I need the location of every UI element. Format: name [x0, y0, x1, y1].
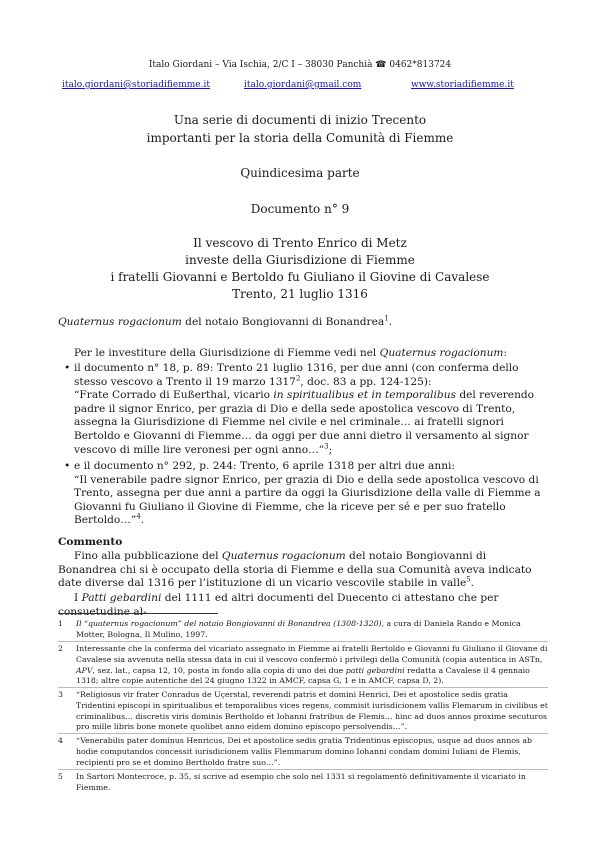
document-number: Documento n° 9 — [250, 202, 350, 216]
footnote-ref-3[interactable]: 3 — [324, 442, 329, 451]
footnote-separator — [58, 641, 548, 642]
website-link[interactable]: www.storiadifiemme.it — [411, 80, 514, 90]
footnote-ref-2[interactable]: 2 — [295, 374, 301, 383]
intro-paragraph: Per le investiture della Giurisdizione di Fiemme vedi nel Quaternus rogacionum: — [74, 347, 508, 359]
footnote-separator — [58, 769, 548, 770]
source-line: Quaternus rogacionum del notaio Bongiovanni di Bonandrea$^1$. — [58, 314, 393, 328]
subtitle-line-1: Il vescovo di Trento Enrico di Metz — [193, 236, 407, 250]
commento-paragraph-2: I Patti gebardini del 1111 ed altri documenti del Duecento ci attestano che per consuetudine al- — [58, 592, 499, 618]
title-line-1: Una serie di documenti di inizio Trecento — [173, 113, 427, 127]
footnote-1: 1 Il “quaternus rogacionum” del notaio Bongiovanni di Bonandrea (1308-1320), a cura di Daniela Rando e Monica Motter, Bologna, Il Mulino, 1997. — [58, 619, 521, 639]
commento-paragraph-1: Fino alla pubblicazione del Quaternus rogacionum del notaio Bongiovanni di Bonandrea chi si è occupato della storia di Fiemme e della sua Comunità aveva indicato date diverse dal 1316 per l’istituzione di un vicario vescovile stabile in valle$^5$. — [58, 550, 532, 590]
footnote-ref-1[interactable]: 1 — [384, 314, 389, 323]
quote-document-18: “Frate Corrado di Eußerthal, vicario in spiritualibus et in temporalibus del reverendo padre il signor Enrico, per grazia di Dio e della sede apostolica vescovo di Trento, assegna la Giurisdizione di Fiemme nel civile e nel criminale… ai fratelli signori Bertoldo e Giovanni di Fiemme… da oggi per due anni dietro il versamento al signor vescovo di mille lire veronesi per ogni anno…”$^3$; — [74, 389, 535, 456]
email-link-2[interactable]: italo.giordani@gmail.com — [244, 80, 362, 90]
footnote-2: 2 Interessante che la conferma del vicariato assegnato in Fiemme ai fratelli Bertoldo e Giovanni fu Giuliano il Giovane di Cavalese sia avvenuta nella stessa data in cui il vescovo confermò i privilegi della Comunità (copia autentica in ASTn, APV, sez. lat., capsa 12, 10, posta in fondo alla copia di uno dei due patti gebardini redatta a Cavalese il 4 gennaio 1318; altre copie autentiche del 24 giugno 1322 in AMCF, capsa G, 1 e in AMCF, capsa D, 2). — [58, 644, 548, 686]
list-item-document-18: • il documento n° 18, p. 89: Trento 21 luglio 1316, per due anni (con conferma dello stesso vescovo a Trento il 19 marzo 1317$^2$, doc. 83 a pp. 124-125): “Frate Corrado di Eußerthal, vicario in spiritualibus et in temporalibus del reverendo padre il signor Enrico, per grazia di Dio e della sede apostolica vescovo di Trento, assegna la Giurisdizione di Fiemme nel civile e nel criminale… ai fratelli signori Bertoldo e Giovanni di Fiemme… da oggi per due anni dietro il versamento al signor vescovo di mille lire veronesi per ogni anno…”$^3$; — [74, 362, 548, 457]
footnote-ref-4[interactable]: 4 — [136, 512, 141, 521]
bullet-icon: • — [64, 460, 71, 472]
document-date: Trento, 21 luglio 1316 — [232, 287, 368, 301]
email-link-1[interactable]: italo.giordani@storiadifiemme.it — [62, 80, 210, 90]
list-item-document-292: • e il documento n° 292, p. 244: Trento, 6 aprile 1318 per altri due anni: “Il venerabile padre signor Enrico, per grazia di Dio e della sede apostolica vescovo di Trento, assegna per due anni a partire da oggi la Giurisdizione della valle di Fiemme a Giovanni fu Giuliano il Giovine di Fiemme, che la riceve per sé e per suo fratello Bertoldo…”$^4$. — [74, 460, 548, 528]
part-title: Quindicesima parte — [240, 166, 360, 180]
footnote-3: 3 “Religiosus vir frater Conradus de Uçerstal, reverendi patris et domini Henrici, Dei et apostolice sedis gratia Tridentini episcopi in spiritualibus et temporalibus vices regens, commisit iurisdicionem vallis Flemarum in civilibus et criminalibus… discretis viris dominis Bertholdo et Iohanni fratribus de Flemis… hinc ad duos annos proxime secuturos pro mille libris bone monete quolibet anno eidem domino episcopo persolvendis…”. — [58, 690, 548, 732]
footnote-5: 5 In Sartori Montecroce, p. 35, si scrive ad esempio che solo nel 1331 si regolamentò definitivamente il vicariato in Fiemme. — [58, 772, 526, 792]
footnote-separator — [58, 687, 548, 688]
bullet-icon: • — [64, 362, 71, 374]
footnote-separator — [58, 733, 548, 734]
footnote-divider — [58, 613, 218, 614]
subtitle-line-3: i fratelli Giovanni e Bertoldo fu Giuliano il Giovine di Cavalese — [110, 270, 490, 284]
quote-document-292: “Il venerabile padre signor Enrico, per grazia di Dio e della sede apostolica vescovo di Trento, assegna per due anni a partire da oggi la Giurisdizione della valle di Fiemme a Giovanni fu Giuliano il Giovine di Fiemme, che la riceve per sé e per suo fratello Bertoldo…”$^4$. — [74, 473, 541, 527]
commento-heading: Commento — [58, 536, 123, 548]
footnote-4: 4 “Venerabilis pater dominus Henricus, Dei et apostolice sedis gratia Tridentinus episcopus, usque ad duos annos ab hodie computandos concessit iurisdicionem vallis Flemmarum domino Iohanni condam domini Iuliani de Flemis, recipienti pro se et domino Bertholdo fratre suo…”. — [58, 736, 533, 767]
title-line-2: importanti per la storia della Comunità di Fiemme — [146, 131, 454, 145]
footnote-ref-5[interactable]: 5 — [466, 575, 471, 584]
author-address-line: Italo Giordani – Via Ischia, 2/C I – 38030 Panchià ☎ 0462*813724 — [148, 60, 452, 70]
subtitle-line-2: investe della Giurisdizione di Fiemme — [185, 253, 415, 267]
